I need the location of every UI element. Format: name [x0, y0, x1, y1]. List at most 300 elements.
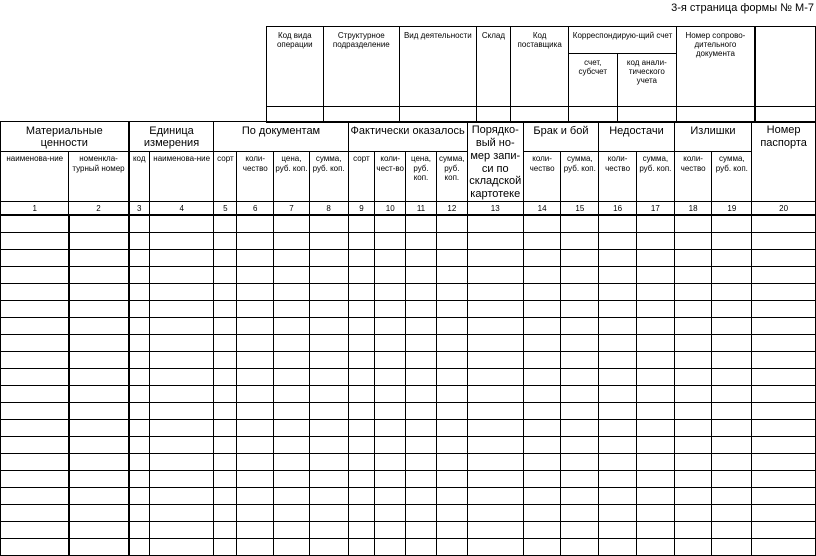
table-cell[interactable] [674, 471, 712, 488]
table-cell[interactable] [467, 284, 523, 301]
table-cell[interactable] [436, 250, 467, 267]
table-cell[interactable] [561, 420, 599, 437]
table-cell[interactable] [599, 267, 637, 284]
table-cell[interactable] [467, 420, 523, 437]
table-cell[interactable] [149, 233, 214, 250]
table-cell[interactable] [309, 488, 348, 505]
table-cell[interactable] [348, 369, 375, 386]
table-cell[interactable] [467, 267, 523, 284]
table-cell[interactable] [561, 233, 599, 250]
table-cell[interactable] [636, 215, 674, 233]
table-cell[interactable] [561, 301, 599, 318]
table-cell[interactable] [348, 267, 375, 284]
table-cell[interactable] [523, 386, 561, 403]
table-cell[interactable] [214, 369, 237, 386]
table-cell[interactable] [129, 522, 150, 539]
table-cell[interactable] [712, 335, 752, 352]
table-cell[interactable] [214, 352, 237, 369]
table-cell[interactable] [599, 386, 637, 403]
table-cell[interactable] [752, 301, 816, 318]
table-cell[interactable] [523, 250, 561, 267]
table-cell[interactable] [237, 267, 274, 284]
table-cell[interactable] [467, 539, 523, 556]
table-cell[interactable] [561, 318, 599, 335]
table-cell[interactable] [599, 403, 637, 420]
table-cell[interactable] [599, 505, 637, 522]
table-cell[interactable] [636, 369, 674, 386]
table-cell[interactable] [436, 505, 467, 522]
table-cell[interactable] [436, 403, 467, 420]
table-cell[interactable] [149, 386, 214, 403]
table-cell[interactable] [467, 454, 523, 471]
table-cell[interactable] [274, 488, 310, 505]
table-cell[interactable] [309, 505, 348, 522]
table-cell[interactable] [274, 437, 310, 454]
table-cell[interactable] [467, 215, 523, 233]
table-cell[interactable] [674, 454, 712, 471]
table-cell[interactable] [348, 505, 375, 522]
table-cell[interactable] [69, 454, 129, 471]
table-cell[interactable] [636, 454, 674, 471]
table-cell[interactable] [274, 352, 310, 369]
table-cell[interactable] [1, 454, 69, 471]
table-cell[interactable] [467, 471, 523, 488]
table-cell[interactable] [674, 335, 712, 352]
table-cell[interactable] [436, 369, 467, 386]
table-cell[interactable] [129, 250, 150, 267]
table-cell[interactable] [752, 539, 816, 556]
table-cell[interactable] [309, 522, 348, 539]
table-cell[interactable] [149, 284, 214, 301]
table-cell[interactable] [561, 335, 599, 352]
table-cell[interactable] [274, 267, 310, 284]
table-cell[interactable] [129, 318, 150, 335]
table-cell[interactable] [436, 454, 467, 471]
table-cell[interactable] [712, 301, 752, 318]
table-cell[interactable] [129, 488, 150, 505]
table-cell[interactable] [309, 284, 348, 301]
table-cell[interactable] [467, 335, 523, 352]
table-cell[interactable] [348, 233, 375, 250]
table-cell[interactable] [375, 522, 406, 539]
table-cell[interactable] [348, 318, 375, 335]
table-cell[interactable] [274, 369, 310, 386]
table-cell[interactable] [149, 454, 214, 471]
table-cell[interactable] [561, 505, 599, 522]
table-cell[interactable] [274, 420, 310, 437]
table-cell[interactable] [274, 284, 310, 301]
table-cell[interactable] [467, 318, 523, 335]
table-cell[interactable] [636, 335, 674, 352]
table-cell[interactable] [752, 318, 816, 335]
table-cell[interactable] [309, 250, 348, 267]
table-cell[interactable] [237, 488, 274, 505]
table-cell[interactable] [712, 386, 752, 403]
table-cell[interactable] [636, 522, 674, 539]
table-cell[interactable] [674, 420, 712, 437]
table-cell[interactable] [1, 471, 69, 488]
table-cell[interactable] [674, 233, 712, 250]
table-cell[interactable] [436, 539, 467, 556]
table-cell[interactable] [1, 318, 69, 335]
table-cell[interactable] [406, 352, 437, 369]
table-cell[interactable] [237, 250, 274, 267]
table-cell[interactable] [436, 352, 467, 369]
table-cell[interactable] [599, 284, 637, 301]
table-cell[interactable] [467, 505, 523, 522]
table-cell[interactable] [436, 284, 467, 301]
table-cell[interactable] [561, 215, 599, 233]
table-cell[interactable] [375, 488, 406, 505]
table-cell[interactable] [712, 420, 752, 437]
table-cell[interactable] [523, 284, 561, 301]
table-cell[interactable] [752, 403, 816, 420]
table-cell[interactable] [237, 386, 274, 403]
table-cell[interactable] [674, 352, 712, 369]
table-cell[interactable] [69, 267, 129, 284]
table-cell[interactable] [1, 437, 69, 454]
table-cell[interactable] [561, 522, 599, 539]
table-cell[interactable] [561, 539, 599, 556]
table-cell[interactable] [69, 318, 129, 335]
table-cell[interactable] [406, 454, 437, 471]
table-cell[interactable] [712, 233, 752, 250]
table-cell[interactable] [674, 301, 712, 318]
table-cell[interactable] [467, 488, 523, 505]
table-cell[interactable] [1, 267, 69, 284]
table-cell[interactable] [149, 335, 214, 352]
table-cell[interactable] [599, 369, 637, 386]
table-cell[interactable] [406, 437, 437, 454]
table-cell[interactable] [674, 403, 712, 420]
table-cell[interactable] [712, 437, 752, 454]
table-cell[interactable] [274, 318, 310, 335]
table-cell[interactable] [69, 284, 129, 301]
table-cell[interactable] [752, 437, 816, 454]
table-cell[interactable] [348, 215, 375, 233]
table-cell[interactable] [599, 352, 637, 369]
table-cell[interactable] [309, 301, 348, 318]
table-cell[interactable] [129, 454, 150, 471]
table-cell[interactable] [274, 403, 310, 420]
table-cell[interactable] [129, 403, 150, 420]
table-cell[interactable] [237, 318, 274, 335]
table-cell[interactable] [674, 215, 712, 233]
table-cell[interactable] [149, 522, 214, 539]
table-cell[interactable] [69, 403, 129, 420]
table-cell[interactable] [129, 335, 150, 352]
table-cell[interactable] [599, 318, 637, 335]
table-cell[interactable] [309, 420, 348, 437]
table-cell[interactable] [348, 437, 375, 454]
table-cell[interactable] [436, 488, 467, 505]
table-cell[interactable] [467, 522, 523, 539]
table-cell[interactable] [1, 215, 69, 233]
table-cell[interactable] [1, 250, 69, 267]
table-cell[interactable] [636, 488, 674, 505]
table-cell[interactable] [1, 505, 69, 522]
table-cell[interactable] [149, 505, 214, 522]
table-cell[interactable] [214, 335, 237, 352]
table-cell[interactable] [149, 403, 214, 420]
table-cell[interactable] [523, 403, 561, 420]
table-cell[interactable] [636, 437, 674, 454]
table-cell[interactable] [436, 267, 467, 284]
table-cell[interactable] [561, 369, 599, 386]
table-cell[interactable] [129, 437, 150, 454]
table-cell[interactable] [1, 488, 69, 505]
table-cell[interactable] [348, 403, 375, 420]
table-cell[interactable] [214, 233, 237, 250]
table-cell[interactable] [375, 437, 406, 454]
table-cell[interactable] [129, 267, 150, 284]
table-cell[interactable] [149, 267, 214, 284]
table-cell[interactable] [599, 250, 637, 267]
table-cell[interactable] [523, 420, 561, 437]
table-cell[interactable] [406, 420, 437, 437]
table-cell[interactable] [636, 539, 674, 556]
table-cell[interactable] [752, 335, 816, 352]
table-cell[interactable] [129, 233, 150, 250]
table-cell[interactable] [69, 250, 129, 267]
table-cell[interactable] [375, 284, 406, 301]
table-cell[interactable] [1, 335, 69, 352]
table-cell[interactable] [712, 403, 752, 420]
table-cell[interactable] [406, 250, 437, 267]
table-cell[interactable] [375, 267, 406, 284]
table-cell[interactable] [1, 522, 69, 539]
table-cell[interactable] [436, 318, 467, 335]
table-cell[interactable] [149, 318, 214, 335]
table-cell[interactable] [712, 284, 752, 301]
table-cell[interactable] [69, 352, 129, 369]
table-cell[interactable] [69, 215, 129, 233]
table-cell[interactable] [636, 386, 674, 403]
table-cell[interactable] [348, 284, 375, 301]
table-cell[interactable] [214, 318, 237, 335]
table-cell[interactable] [149, 420, 214, 437]
table-cell[interactable] [237, 539, 274, 556]
table-cell[interactable] [348, 539, 375, 556]
table-cell[interactable] [1, 539, 69, 556]
table-cell[interactable] [69, 335, 129, 352]
table-cell[interactable] [129, 284, 150, 301]
table-cell[interactable] [599, 233, 637, 250]
table-cell[interactable] [467, 301, 523, 318]
table-cell[interactable] [129, 505, 150, 522]
table-cell[interactable] [129, 215, 150, 233]
table-cell[interactable] [1, 301, 69, 318]
table-cell[interactable] [752, 386, 816, 403]
table-cell[interactable] [752, 233, 816, 250]
table-cell[interactable] [636, 233, 674, 250]
table-cell[interactable] [599, 301, 637, 318]
table-cell[interactable] [348, 454, 375, 471]
table-cell[interactable] [69, 420, 129, 437]
table-cell[interactable] [274, 454, 310, 471]
table-cell[interactable] [436, 386, 467, 403]
table-cell[interactable] [636, 352, 674, 369]
table-cell[interactable] [523, 505, 561, 522]
table-cell[interactable] [309, 437, 348, 454]
table-cell[interactable] [674, 318, 712, 335]
table-cell[interactable] [237, 369, 274, 386]
table-cell[interactable] [129, 420, 150, 437]
table-cell[interactable] [436, 437, 467, 454]
table-cell[interactable] [674, 505, 712, 522]
table-cell[interactable] [561, 267, 599, 284]
table-cell[interactable] [436, 420, 467, 437]
table-cell[interactable] [599, 522, 637, 539]
table-cell[interactable] [309, 369, 348, 386]
table-cell[interactable] [752, 369, 816, 386]
table-cell[interactable] [348, 301, 375, 318]
table-cell[interactable] [375, 505, 406, 522]
table-cell[interactable] [149, 369, 214, 386]
table-cell[interactable] [712, 318, 752, 335]
table-cell[interactable] [561, 352, 599, 369]
table-cell[interactable] [129, 386, 150, 403]
table-cell[interactable] [752, 454, 816, 471]
table-cell[interactable] [406, 403, 437, 420]
table-cell[interactable] [436, 522, 467, 539]
table-cell[interactable] [348, 386, 375, 403]
table-cell[interactable] [1, 420, 69, 437]
table-cell[interactable] [436, 471, 467, 488]
table-cell[interactable] [274, 505, 310, 522]
table-cell[interactable] [523, 352, 561, 369]
table-cell[interactable] [467, 403, 523, 420]
table-cell[interactable] [712, 369, 752, 386]
table-cell[interactable] [406, 267, 437, 284]
table-cell[interactable] [348, 250, 375, 267]
table-cell[interactable] [214, 505, 237, 522]
table-cell[interactable] [406, 233, 437, 250]
table-cell[interactable] [467, 250, 523, 267]
table-cell[interactable] [129, 369, 150, 386]
table-cell[interactable] [599, 488, 637, 505]
table-cell[interactable] [406, 215, 437, 233]
table-cell[interactable] [129, 539, 150, 556]
table-cell[interactable] [237, 284, 274, 301]
table-cell[interactable] [69, 233, 129, 250]
table-cell[interactable] [752, 352, 816, 369]
table-cell[interactable] [69, 369, 129, 386]
table-cell[interactable] [674, 284, 712, 301]
table-cell[interactable] [375, 386, 406, 403]
table-cell[interactable] [237, 215, 274, 233]
table-cell[interactable] [467, 352, 523, 369]
table-cell[interactable] [1, 386, 69, 403]
table-cell[interactable] [348, 335, 375, 352]
table-cell[interactable] [149, 539, 214, 556]
table-cell[interactable] [1, 352, 69, 369]
table-cell[interactable] [237, 522, 274, 539]
table-cell[interactable] [237, 454, 274, 471]
table-cell[interactable] [309, 539, 348, 556]
table-cell[interactable] [599, 420, 637, 437]
table-cell[interactable] [375, 215, 406, 233]
table-cell[interactable] [406, 505, 437, 522]
table-cell[interactable] [406, 539, 437, 556]
table-cell[interactable] [674, 437, 712, 454]
table-cell[interactable] [309, 233, 348, 250]
table-cell[interactable] [274, 301, 310, 318]
table-cell[interactable] [274, 233, 310, 250]
table-cell[interactable] [149, 437, 214, 454]
table-cell[interactable] [375, 454, 406, 471]
table-cell[interactable] [523, 488, 561, 505]
table-cell[interactable] [274, 215, 310, 233]
table-cell[interactable] [274, 250, 310, 267]
table-cell[interactable] [69, 437, 129, 454]
table-cell[interactable] [214, 386, 237, 403]
table-cell[interactable] [214, 437, 237, 454]
table-cell[interactable] [712, 522, 752, 539]
table-cell[interactable] [599, 471, 637, 488]
table-cell[interactable] [214, 284, 237, 301]
table-cell[interactable] [348, 488, 375, 505]
table-cell[interactable] [599, 454, 637, 471]
table-cell[interactable] [523, 318, 561, 335]
table-cell[interactable] [523, 335, 561, 352]
table-cell[interactable] [237, 335, 274, 352]
table-cell[interactable] [523, 267, 561, 284]
table-cell[interactable] [523, 471, 561, 488]
table-cell[interactable] [636, 318, 674, 335]
table-cell[interactable] [149, 352, 214, 369]
table-cell[interactable] [1, 369, 69, 386]
table-cell[interactable] [406, 471, 437, 488]
table-cell[interactable] [636, 471, 674, 488]
table-cell[interactable] [375, 250, 406, 267]
table-cell[interactable] [129, 471, 150, 488]
table-cell[interactable] [406, 488, 437, 505]
table-cell[interactable] [467, 386, 523, 403]
table-cell[interactable] [752, 215, 816, 233]
table-cell[interactable] [523, 233, 561, 250]
table-cell[interactable] [214, 539, 237, 556]
table-cell[interactable] [712, 505, 752, 522]
table-cell[interactable] [599, 437, 637, 454]
table-cell[interactable] [214, 454, 237, 471]
table-cell[interactable] [375, 420, 406, 437]
table-cell[interactable] [237, 233, 274, 250]
table-cell[interactable] [149, 471, 214, 488]
table-cell[interactable] [237, 471, 274, 488]
table-cell[interactable] [69, 301, 129, 318]
table-cell[interactable] [237, 505, 274, 522]
table-cell[interactable] [375, 403, 406, 420]
table-cell[interactable] [712, 215, 752, 233]
table-cell[interactable] [674, 369, 712, 386]
table-cell[interactable] [599, 335, 637, 352]
table-cell[interactable] [752, 522, 816, 539]
table-cell[interactable] [523, 437, 561, 454]
table-cell[interactable] [214, 403, 237, 420]
table-cell[interactable] [348, 471, 375, 488]
table-cell[interactable] [752, 488, 816, 505]
table-cell[interactable] [274, 522, 310, 539]
table-cell[interactable] [752, 420, 816, 437]
table-cell[interactable] [348, 420, 375, 437]
table-cell[interactable] [406, 369, 437, 386]
table-cell[interactable] [309, 352, 348, 369]
table-cell[interactable] [599, 215, 637, 233]
table-cell[interactable] [237, 352, 274, 369]
table-cell[interactable] [309, 267, 348, 284]
table-cell[interactable] [636, 420, 674, 437]
